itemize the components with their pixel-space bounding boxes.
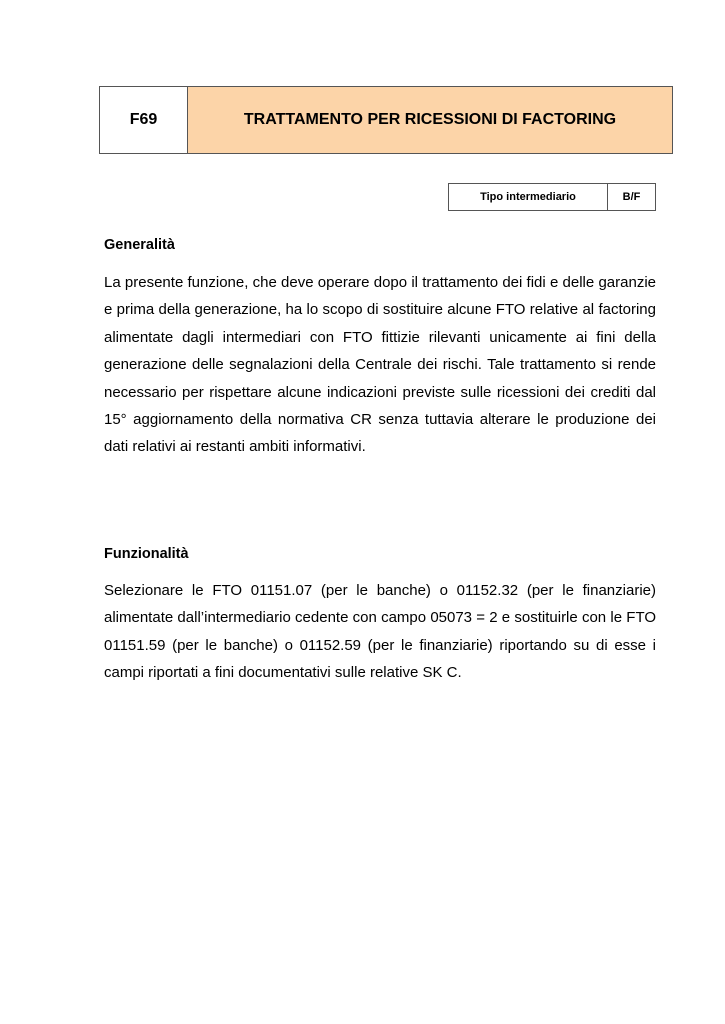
- function-title: TRATTAMENTO PER RICESSIONI DI FACTORING: [188, 87, 672, 153]
- intermediary-type-value: B/F: [622, 191, 641, 203]
- funzionalita-paragraph: Selezionare le FTO 01151.07 (per le banche) o 01152.32 (per le finanziarie) alimentate dall’intermediario cedente con campo 05073 = 2 e sostituirle con le FTO 01151.59 (per le banche) o 01152.59 (per le finanziarie) riportando su di esse i campi riportati a fini documentativi sulle relative SK C.: [104, 582, 656, 682]
- generalita-heading: Generalità: [104, 237, 175, 253]
- function-header-table: [99, 86, 673, 154]
- generalita-paragraph: La presente funzione, che deve operare dopo il trattamento dei fidi e delle garanzie e prima della generazione, ha lo scopo di sostituire alcune FTO relative al factoring alimentate dagli intermediari con FTO fittizie rilevanti unicamente ai fini della generazione delle segnalazioni della Centrale dei rischi. Tale trattamento si rende necessario per rispettare alcune indicazioni previste sulle ricessioni dei crediti dal 15° aggiornamento della normativa CR senza tuttavia alterare le produzione dei dati relativi ai restanti ambiti informativi.: [104, 274, 656, 456]
- intermediary-type-table: [448, 183, 656, 211]
- function-code: F69: [100, 87, 188, 153]
- intermediary-type-label: Tipo intermediario: [449, 184, 608, 210]
- funzionalita-heading: Funzionalità: [104, 546, 189, 562]
